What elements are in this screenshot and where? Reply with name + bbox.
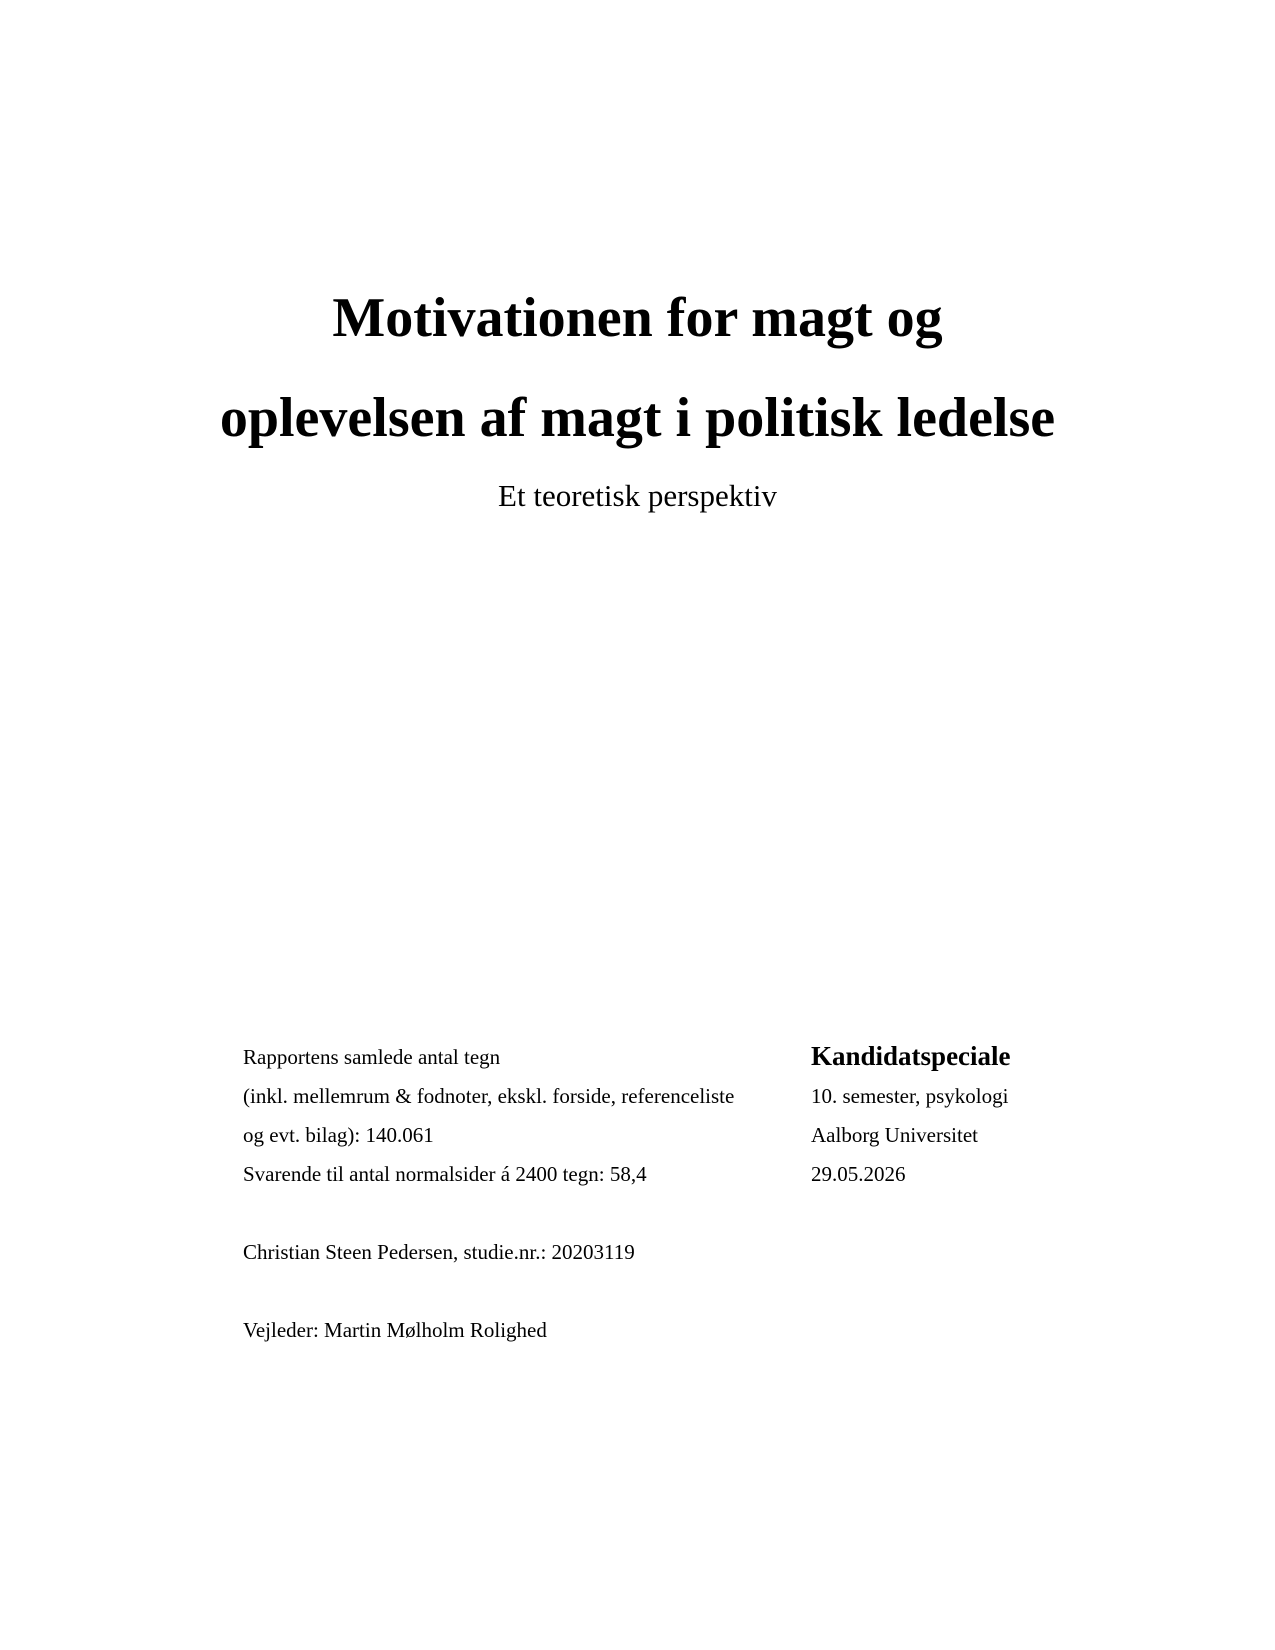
title-line-1: Motivationen for magt og xyxy=(332,287,943,349)
char-count-note: (inkl. mellemrum & fodnoter, ekskl. forside, referenceliste xyxy=(243,1084,735,1108)
subtitle: Et teoretisk perspektiv xyxy=(498,478,777,513)
report-details xyxy=(243,1038,803,1350)
university-line: Aalborg Universitet xyxy=(811,1123,978,1147)
thesis-info xyxy=(811,1038,1071,1194)
thesis-type-heading: Kandidatspeciale xyxy=(811,1041,1011,1071)
semester-line: 10. semester, psykologi xyxy=(811,1084,1009,1108)
normal-pages-count: Svarende til antal normalsider á 2400 tegn: 58,4 xyxy=(243,1162,647,1186)
char-count-value: og evt. bilag): 140.061 xyxy=(243,1123,434,1147)
title-line-2: oplevelsen af magt i politisk ledelse xyxy=(219,387,1056,449)
title-block xyxy=(0,268,1275,468)
char-count-label: Rapportens samlede antal tegn xyxy=(243,1045,501,1069)
date-line: 29.05.2026 xyxy=(811,1162,906,1186)
supervisor-line: Vejleder: Martin Mølholm Rolighed xyxy=(243,1318,547,1342)
author-line: Christian Steen Pedersen, studie.nr.: 20203119 xyxy=(243,1240,635,1264)
